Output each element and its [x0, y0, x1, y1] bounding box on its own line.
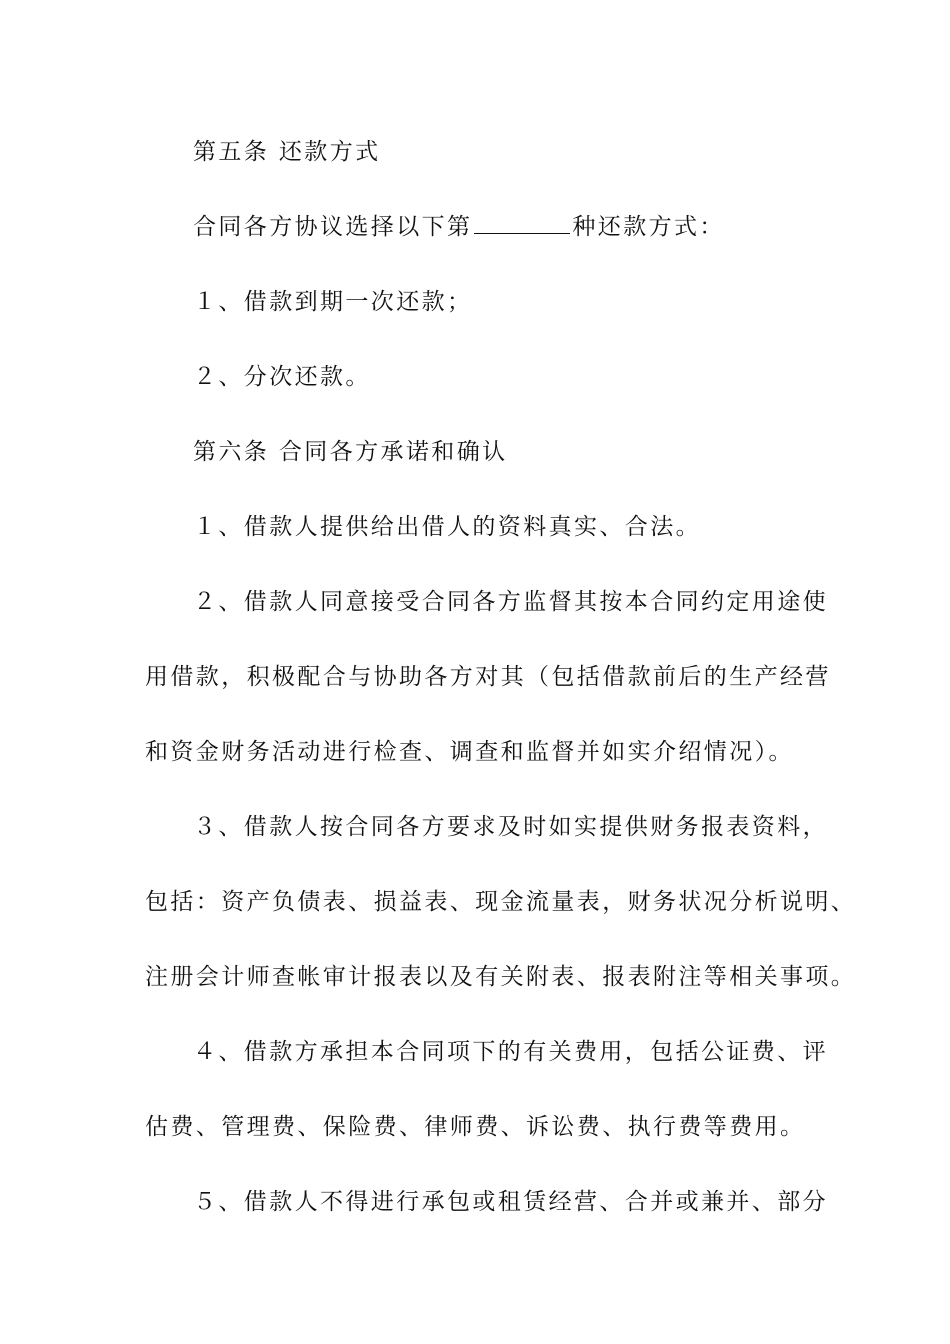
article-6-item-5-line-1: ５、借款人不得进行承包或租赁经营、合并或兼并、部分	[193, 1189, 828, 1215]
article-5-intro-after: 种还款方式：	[572, 214, 725, 240]
article-6-item-4-line-1: ４、借款方承担本合同项下的有关费用，包括公证费、评	[193, 1039, 828, 1065]
article-6-item-2-line-2: 用借款，积极配合与协助各方对其（包括借款前后的生产经营	[145, 664, 831, 690]
article-6-item-4-line-2: 估费、管理费、保险费、律师费、诉讼费、执行费等费用。	[145, 1114, 806, 1140]
article-6-item-1: １、借款人提供给出借人的资料真实、合法。	[193, 514, 701, 540]
article-6-item-3-line-1: ３、借款人按合同各方要求及时如实提供财务报表资料，	[193, 814, 828, 840]
article-5-option-2: ２、分次还款。	[193, 364, 371, 390]
article-5-intro-before: 合同各方协议选择以下第	[193, 214, 473, 240]
article-5-heading: 第五条 还款方式	[193, 139, 381, 165]
article-6-item-2-line-3: 和资金财务活动进行检查、调查和监督并如实介绍情况）。	[145, 739, 794, 765]
article-5-intro	[193, 212, 873, 242]
article-6-heading: 第六条 合同各方承诺和确认	[193, 439, 508, 465]
article-5-option-1: １、借款到期一次还款；	[193, 289, 473, 315]
repayment-option-blank	[474, 213, 570, 234]
article-6-item-3-line-3: 注册会计师查帐审计报表以及有关附表、报表附注等相关事项。	[145, 964, 857, 990]
article-6-item-2-line-1: ２、借款人同意接受合同各方监督其按本合同约定用途使	[193, 589, 828, 615]
article-6-item-3-line-2: 包括：资产负债表、损益表、现金流量表，财务状况分析说明、	[145, 889, 857, 915]
